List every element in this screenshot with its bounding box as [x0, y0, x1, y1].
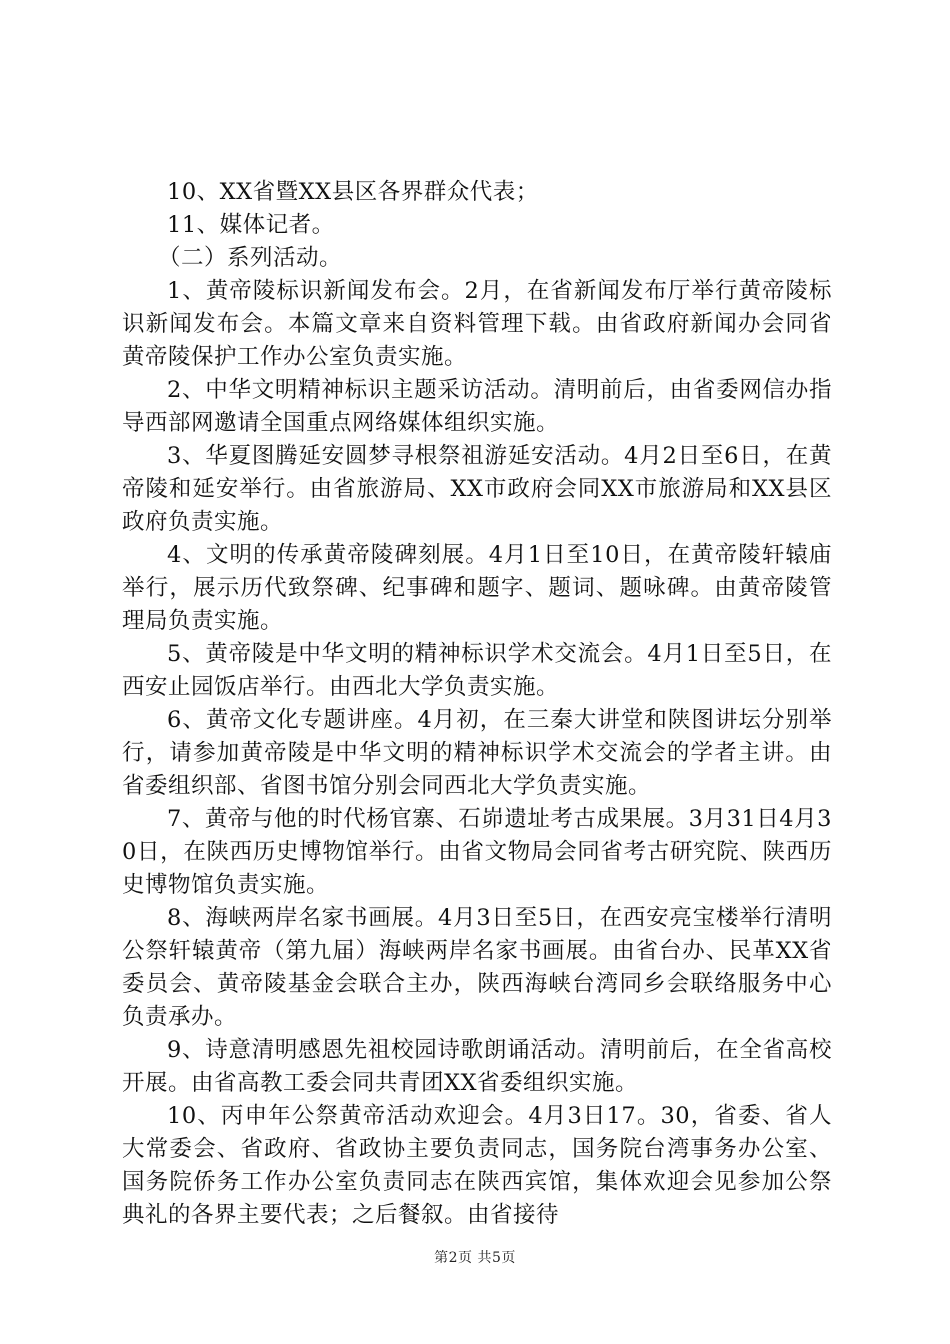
paragraph-activity-8: 8、海峡两岸名家书画展。4月3日至5日，在西安亮宝楼举行清明公祭轩辕黄帝（第九届）海峡两岸名家书画展。由省台办、民革XX省委员会、黄帝陵基金会联合主办，陕西海峡台湾同乡会联络服务中心负责承办。 [122, 905, 832, 1030]
paragraph-activity-6: 6、黄帝文化专题讲座。4月初，在三秦大讲堂和陕图讲坛分别举行，请参加黄帝陵是中华文明的精神标识学术交流会的学者主讲。由省委组织部、省图书馆分别会同西北大学负责实施。 [122, 707, 832, 799]
page-footer [0, 1248, 950, 1268]
document-body [122, 176, 832, 1232]
paragraph-activity-5: 5、黄帝陵是中华文明的精神标识学术交流会。4月1日至5日，在西安止园饭店举行。由西北大学负责实施。 [122, 641, 832, 700]
section-heading-series-activities: （二）系列活动。 [158, 245, 343, 271]
paragraph-activity-2: 2、中华文明精神标识主题采访活动。清明前后，由省委网信办指导西部网邀请全国重点网络媒体组织实施。 [122, 377, 832, 436]
paragraph-activity-9: 9、诗意清明感恩先祖校园诗歌朗诵活动。清明前后，在全省高校开展。由省高教工委会同共青团XX省委组织实施。 [122, 1037, 832, 1096]
paragraph-activity-4: 4、文明的传承黄帝陵碑刻展。4月1日至10日，在黄帝陵轩辕庙举行，展示历代致祭碑、纪事碑和题字、题词、题咏碑。由黄帝陵管理局负责实施。 [122, 542, 832, 634]
paragraph-activity-3: 3、华夏图腾延安圆梦寻根祭祖游延安活动。4月2日至6日，在黄帝陵和延安举行。由省旅游局、XX市政府会同XX市旅游局和XX县区政府负责实施。 [122, 443, 832, 535]
paragraph-activity-10: 10、丙申年公祭黄帝活动欢迎会。4月3日17。30，省委、省人大常委会、省政府、省政协主要负责同志，国务院台湾事务办公室、国务院侨务工作办公室负责同志在陕西宾馆，集体欢迎会见参加公祭典礼的各界主要代表；之后餐叙。由省接待 [122, 1103, 832, 1228]
page-number: 第2页 共5页 [434, 1250, 516, 1266]
paragraph-activity-1: 1、黄帝陵标识新闻发布会。2月，在省新闻发布厅举行黄帝陵标识新闻发布会。本篇文章来自资料管理下载。由省政府新闻办会同省黄帝陵保护工作办公室负责实施。 [122, 278, 832, 370]
paragraph-item-10: 10、XX省暨XX县区各界群众代表； [167, 179, 539, 205]
paragraph-activity-7: 7、黄帝与他的时代杨官寨、石峁遗址考古成果展。3月31日4月30日，在陕西历史博物馆举行。由省文物局会同省考古研究院、陕西历史博物馆负责实施。 [122, 806, 832, 898]
paragraph-item-11: 11、媒体记者。 [167, 212, 335, 238]
